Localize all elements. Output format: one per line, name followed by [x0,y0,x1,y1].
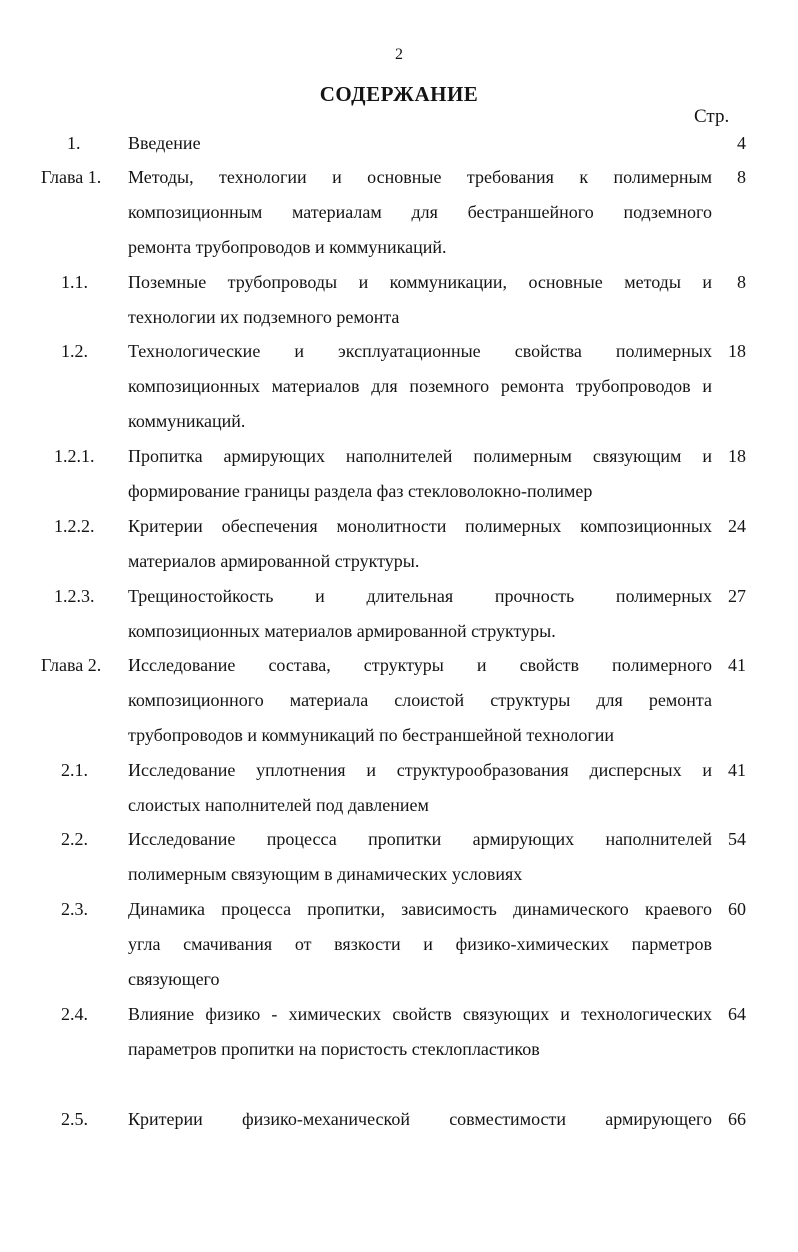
toc-entry-number: 2.3. [61,899,88,919]
toc-entry-page: 41 [728,655,746,675]
toc-entry-number: 1.1. [61,272,88,292]
toc-entry-title-line: Исследование процесса пропитки армирующих наполнителей [128,829,712,849]
toc-entry-title-line: Трещиностойкость и длительная прочность полимерных [128,586,712,606]
toc-entry-number: 2.2. [61,829,88,849]
toc-entry-number: Глава 2. [41,655,102,675]
toc-entry-page: 8 [737,272,746,292]
toc-entry-page: 24 [728,516,746,536]
toc-entry-title-line: композиционным материалам для бестраншейного подземного [128,202,712,222]
toc-entry-title-line: Динамика процесса пропитки, зависимость динамического краевого [128,899,712,919]
toc-entry-title-line: Технологические и эксплуатационные свойства полимерных [128,341,712,361]
toc-entry-title-line: Критерии физико-механической совместимости армирующего [128,1109,712,1129]
toc-entry-number: 1.2. [61,341,88,361]
toc-entry-number: Глава 1. [41,167,102,187]
toc-entry-title-line: материалов армированной структуры. [128,551,420,571]
toc-entry-title-line: композиционных материалов армированной структуры. [128,621,556,641]
toc-entry-page: 66 [728,1109,746,1129]
toc-entry-title-line: формирование границы раздела фаз стекловолокно-полимер [128,481,593,501]
toc-entry-title-line: композиционных материалов для поземного ремонта трубопроводов и [128,376,712,396]
toc-entry-title-line: слоистых наполнителей под давлением [128,795,429,815]
toc-entry-title-line: коммуникаций. [128,411,246,431]
toc-entry-title-line: Критерии обеспечения монолитности полимерных композиционных [128,516,712,536]
toc-entry-number: 1.2.2. [54,516,95,536]
toc-entry-title-line: полимерным связующим в динамических условиях [128,864,523,884]
toc-entry-page: 18 [728,341,746,361]
toc-entry-title-line: связующего [128,969,220,989]
toc-entry-title-line: трубопроводов и коммуникаций по бестраншейной технологии [128,725,615,745]
toc-entry-number: 2.1. [61,760,88,780]
toc-entry-title-line: Введение [128,133,201,153]
page-column-header: Стр. [694,106,730,127]
toc-entry-number: 1.2.1. [54,446,95,466]
toc-entry-page: 27 [728,586,746,606]
page-title: СОДЕРЖАНИЕ [319,82,479,106]
toc-entry-title-line: Методы, технологии и основные требования к полимерным [128,167,712,187]
toc-entry-page: 18 [728,446,746,466]
toc-entry-title-line: Исследование уплотнения и структурообразования дисперсных и [128,760,712,780]
toc-entry-page: 64 [728,1004,746,1024]
toc-entry-title-line: параметров пропитки на пористость стеклопластиков [128,1039,540,1059]
toc-entry-title-line: Пропитка армирующих наполнителей полимерным связующим и [128,446,712,466]
toc-entry-number: 1. [67,133,81,153]
toc-entry-title-line: Исследование состава, структуры и свойств полимерного [128,655,712,675]
toc-entry-title-line: технологии их подземного ремонта [128,307,400,327]
toc-entry-page: 4 [737,133,746,153]
toc-entry-title-line: Поземные трубопроводы и коммуникации, основные методы и [128,272,712,292]
toc-entry-page: 54 [728,829,746,849]
toc-entry-title-line: Влияние физико - химических свойств связующих и технологических [128,1004,712,1024]
toc-entry-title-line: композиционного материала слоистой структуры для ремонта [128,690,712,710]
toc-entry-title-line: ремонта трубопроводов и коммуникаций. [128,237,447,257]
toc-entry-number: 2.4. [61,1004,88,1024]
toc-entry-number: 2.5. [61,1109,88,1129]
toc-entry-number: 1.2.3. [54,586,95,606]
page-number: 2 [395,46,403,63]
toc-entry-title-line: угла смачивания от вязкости и физико-химических парметров [128,934,712,954]
toc-entry-page: 8 [737,167,746,187]
toc-entry-page: 41 [728,760,746,780]
toc-entry-page: 60 [728,899,746,919]
